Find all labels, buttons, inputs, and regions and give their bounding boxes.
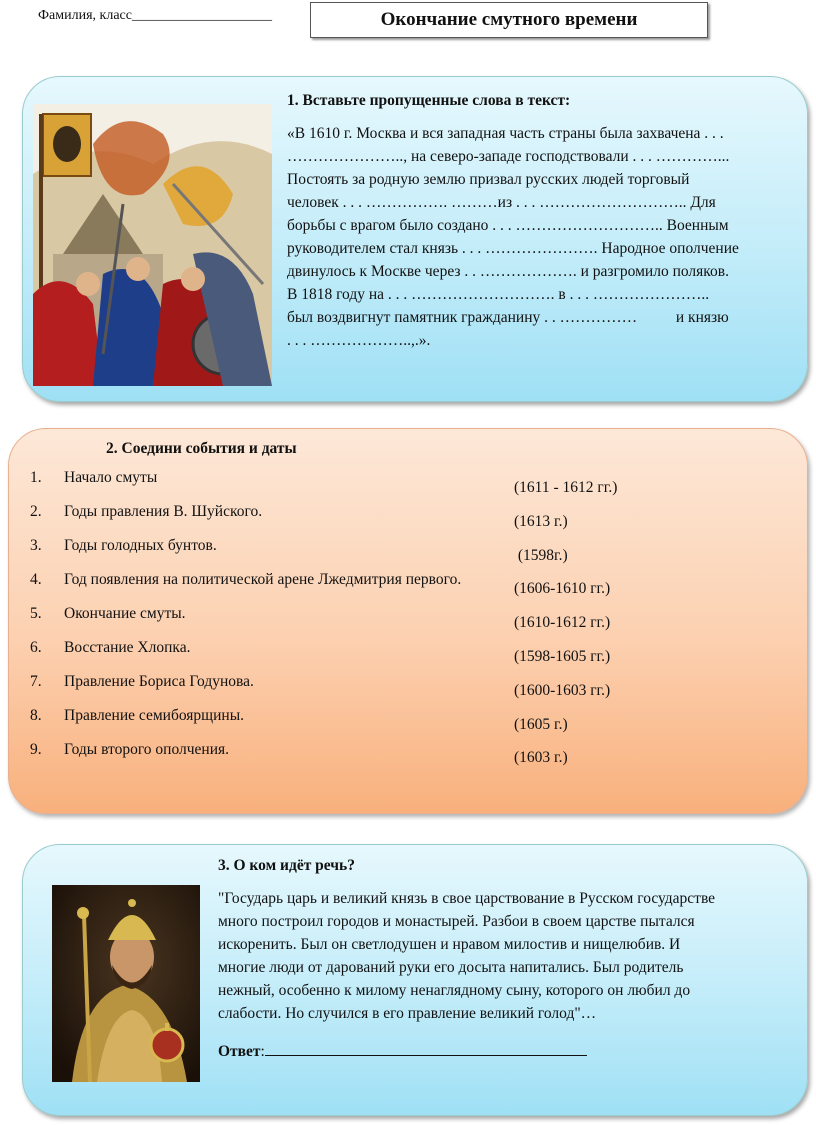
- event-item: [30, 604, 470, 623]
- event-text: Годы правления В. Шуйского.: [64, 503, 263, 520]
- event-number: 7.: [30, 673, 42, 690]
- task1-line: «В 1610 г. Москва и вся западная часть страны была захвачена . . .: [287, 125, 724, 142]
- event-text: Годы второго ополчения.: [64, 741, 230, 758]
- task3-quote: [218, 887, 798, 1025]
- event-text: Правление семибоярщины.: [64, 707, 244, 724]
- date-item: (1613 г.): [514, 512, 568, 530]
- event-number: 4.: [30, 571, 42, 588]
- quote-line: искоренить. Был он светлодушен и нравом милостив и нищелюбив. И: [218, 936, 681, 953]
- event-text: Восстание Хлопка.: [64, 639, 191, 656]
- page-title: Окончание смутного времени: [310, 2, 708, 38]
- answer-colon: :: [260, 1043, 265, 1060]
- quote-line: "Государь царь и великий князь в свое царствование в Русском государстве: [218, 890, 716, 907]
- event-number: 8.: [30, 707, 42, 724]
- tsar-portrait: [52, 885, 200, 1082]
- date-item: (1606-1610 гг.): [514, 580, 611, 598]
- student-name-label: Фамилия, класс____________________: [38, 8, 272, 23]
- events-list: [30, 468, 470, 774]
- quote-line: нежный, особенно к милому ненаглядному сыну, которого он любил до: [218, 982, 691, 999]
- event-item: [30, 468, 470, 487]
- event-text: Окончание смуты.: [64, 605, 186, 622]
- event-number: 3.: [30, 537, 42, 554]
- task1-line: В 1818 году на . . . ………………………. в . . . …………………..: [287, 286, 710, 303]
- date-item: (1611 - 1612 гг.): [514, 479, 618, 496]
- event-text: Начало смуты: [64, 469, 158, 486]
- dates-list: [514, 478, 617, 782]
- date-item: (1598-1605 гг.): [514, 647, 611, 665]
- task3-heading: 3. О ком идёт речь?: [218, 857, 355, 874]
- quote-line: много построил городов и монастырей. Разбои в своем царстве пытался: [218, 913, 695, 930]
- answer-label: Ответ: [218, 1043, 261, 1060]
- event-number: 2.: [30, 503, 42, 520]
- task1-line: был воздвигнут памятник гражданину . . …………… и князю: [287, 309, 729, 326]
- task1-line: руководителем стал князь . . . …………………. Народное ополчение: [287, 240, 739, 257]
- task1-line: ………………….., на северо-западе господствовали . . . …………...: [287, 148, 730, 165]
- date-item: (1610-1612 гг.): [514, 614, 611, 632]
- date-item: (1605 г.): [514, 715, 568, 733]
- task2-heading: 2. Соедини события и даты: [106, 440, 297, 457]
- event-number: 9.: [30, 741, 42, 758]
- date-item: (1598г.): [514, 546, 568, 564]
- task1-heading: 1. Вставьте пропущенные слова в текст:: [287, 92, 571, 109]
- event-item: [30, 570, 470, 589]
- event-item: [30, 536, 470, 555]
- answer-line[interactable]: [265, 1041, 587, 1056]
- event-text: Правление Бориса Годунова.: [64, 673, 254, 690]
- task1-line: Постоять за родную землю призвал русских людей торговый: [287, 171, 690, 188]
- battle-illustration: [33, 104, 272, 386]
- task1-line: . . . ………………..,.».: [287, 332, 431, 349]
- date-item: (1600-1603 гг.): [514, 681, 611, 699]
- event-item: [30, 740, 470, 759]
- task1-line: борьбы с врагом было создано . . . ……………………….. Военным: [287, 217, 729, 234]
- event-number: 5.: [30, 605, 42, 622]
- event-item: [30, 502, 470, 521]
- quote-line: слабости. Но случился в его правление великий голод"…: [218, 1005, 597, 1022]
- answer-row: [218, 1040, 587, 1063]
- event-item: [30, 706, 470, 725]
- date-item: (1603 г.): [514, 749, 568, 767]
- event-number: 6.: [30, 639, 42, 656]
- event-text: Год появления на политической арене Лжедмитрия первого.: [64, 571, 462, 588]
- task1-line: двинулось к Москве через . . ………………. и разгромило поляков.: [287, 263, 729, 280]
- event-item: [30, 638, 470, 657]
- event-item: [30, 672, 470, 691]
- quote-line: многие люди от дарований руки его досыта напитались. Был родитель: [218, 959, 684, 976]
- event-number: 1.: [30, 469, 42, 486]
- task1-line: человек . . . ……………. ………из . . . ……………………….. Для: [287, 194, 716, 211]
- task1-text: [287, 122, 797, 352]
- event-text: Годы голодных бунтов.: [64, 537, 217, 554]
